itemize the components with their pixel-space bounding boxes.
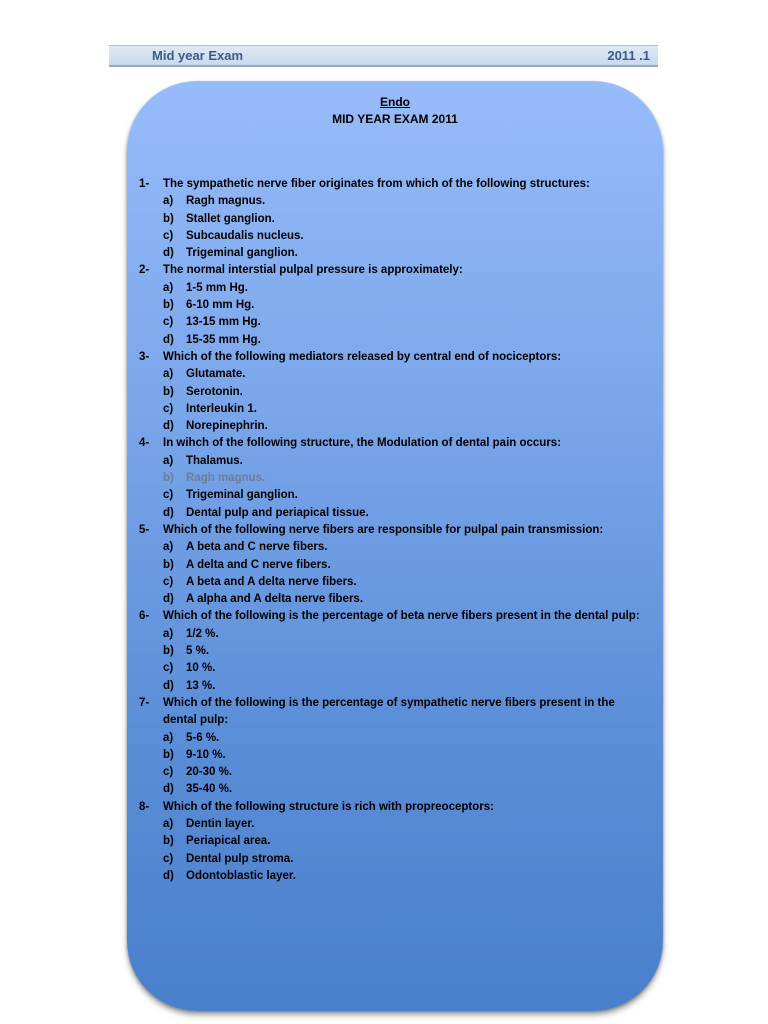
option-letter: a) [163,195,174,208]
answer-option [139,401,649,418]
option-text: Odontoblastic layer. [186,869,296,882]
question-text: Which of the following nerve fibers are responsible for pulpal pain transmission: [163,523,604,536]
question-stem [139,522,649,539]
answer-option [139,211,649,228]
option-text: A alpha and A delta nerve fibers. [186,593,364,606]
option-letter: a) [163,368,174,381]
option-letter: c) [163,852,174,865]
option-letter: c) [163,316,174,329]
option-text: 10 %. [186,662,216,675]
option-letter: c) [163,575,174,588]
question-number: 7- [139,696,150,709]
answer-option [139,678,649,695]
option-letter: a) [163,454,174,467]
option-letter: d) [163,420,174,433]
question-stem [139,799,649,816]
answer-option [139,574,649,591]
question-text: Which of the following structure is rich with propreoceptors: [163,800,494,813]
option-text: Trigeminal ganglion. [186,489,298,502]
answer-option [139,781,649,798]
option-letter: c) [163,489,174,502]
answer-option [139,366,649,383]
answer-option [139,453,649,470]
question-text: The sympathetic nerve fiber originates from which of the following structures: [163,178,590,190]
answer-option [139,816,649,833]
option-text: Dentin layer. [186,817,255,830]
option-text: Subcaudalis nucleus. [186,229,304,242]
option-letter: b) [163,212,174,225]
header-year: 2011 .1 [607,48,650,63]
option-letter: b) [163,558,174,571]
question-text: The normal interstial pulpal pressure is approximately: [163,264,463,277]
option-letter: d) [163,593,174,606]
option-letter: d) [163,247,174,260]
card-subtitle: MID YEAR EXAM 2011 [332,112,458,126]
question-number: 3- [139,350,150,363]
option-text: Dental pulp stroma. [186,852,294,865]
answer-option [139,332,649,349]
option-text: A beta and C nerve fibers. [186,541,328,554]
option-text: 13 %. [186,679,216,692]
question-list [139,176,649,885]
option-text: Glutamate. [186,368,246,381]
answer-option [139,868,649,885]
option-text: Ragh magnus. [186,472,266,485]
option-text: Periapical area. [186,835,271,848]
question-text: Which of the following mediators released by central end of nociceptors: [163,350,562,363]
answer-option [139,660,649,677]
option-letter: b) [163,645,174,658]
answer-option [139,418,649,435]
answer-option [139,539,649,556]
option-letter: b) [163,385,174,398]
option-text: Serotonin. [186,385,243,398]
option-letter: b) [163,835,174,848]
question-stem [139,435,649,452]
question-number: 2- [139,264,150,277]
option-text: 1/2 %. [186,627,219,640]
option-letter: a) [163,541,174,554]
option-letter: d) [163,506,174,519]
option-text: 20-30 %. [186,766,233,779]
option-text: Thalamus. [186,454,243,467]
answer-option [139,764,649,781]
page-header [109,45,658,67]
option-text: Dental pulp and periapical tissue. [186,506,369,519]
question-stem [139,608,649,625]
answer-option [139,643,649,660]
answer-option [139,297,649,314]
option-text: A beta and A delta nerve fibers. [186,575,357,588]
option-letter: d) [163,783,174,796]
answer-option [139,487,649,504]
option-text: 13-15 mm Hg. [186,316,261,329]
option-letter: c) [163,229,174,242]
option-text: 1-5 mm Hg. [186,281,248,294]
answer-option [139,384,649,401]
option-letter: d) [163,869,174,882]
option-text: Ragh magnus. [186,195,266,208]
answer-option [139,193,649,210]
answer-option [139,280,649,297]
option-letter: a) [163,627,174,640]
answer-option [139,314,649,331]
question-number: 5- [139,523,150,536]
question-stem [139,262,649,279]
question-stem [139,695,649,730]
answer-option [139,626,649,643]
option-text: Stallet ganglion. [186,212,275,225]
header-title: Mid year Exam [152,48,244,63]
option-text: 35-40 %. [186,783,233,796]
answer-option [139,591,649,608]
answer-option [139,730,649,747]
option-text: Interleukin 1. [186,402,257,415]
question-stem [139,349,649,366]
option-text: 6-10 mm Hg. [186,299,255,312]
option-text: 5 %. [186,645,210,658]
question-number: 6- [139,610,150,623]
answer-option [139,470,649,487]
option-letter: c) [163,402,174,415]
option-letter: d) [163,679,174,692]
option-letter: b) [163,472,174,485]
question-number: 8- [139,800,150,813]
option-letter: c) [163,662,174,675]
option-letter: d) [163,333,174,346]
answer-option [139,747,649,764]
answer-option [139,505,649,522]
option-letter: a) [163,281,174,294]
option-letter: a) [163,817,174,830]
exam-card [127,81,663,1011]
question-stem [139,176,649,193]
question-text: Which of the following is the percentage of sympathetic nerve fibers present in the dental pulp: [163,696,615,727]
answer-option [139,245,649,262]
answer-option [139,833,649,850]
option-letter: c) [163,766,174,779]
card-title: Endo [380,95,410,109]
question-text: In wihch of the following structure, the Modulation of dental pain occurs: [163,437,562,450]
answer-option [139,851,649,868]
option-text: A delta and C nerve fibers. [186,558,331,571]
question-number: 4- [139,437,150,450]
question-number: 1- [139,178,150,190]
option-text: 15-35 mm Hg. [186,333,261,346]
option-letter: b) [163,299,174,312]
option-text: Trigeminal ganglion. [186,247,298,260]
question-text: Which of the following is the percentage of beta nerve fibers present in the dental pulp: [163,610,640,623]
answer-option [139,228,649,245]
option-text: Norepinephrin. [186,420,268,433]
option-letter: b) [163,748,174,761]
option-letter: a) [163,731,174,744]
option-text: 9-10 %. [186,748,226,761]
answer-option [139,557,649,574]
option-text: 5-6 %. [186,731,220,744]
